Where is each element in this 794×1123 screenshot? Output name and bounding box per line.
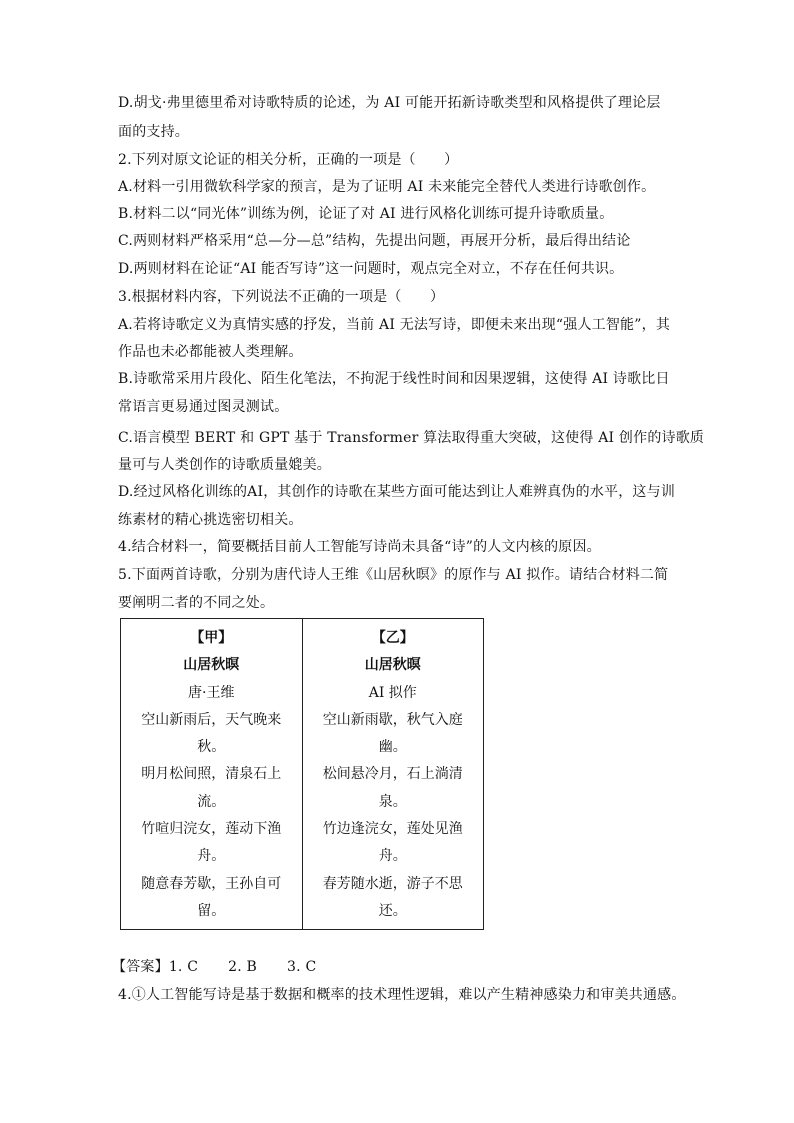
- answer-label: 【答案】: [112, 959, 169, 975]
- poem-yi-cell: [302, 619, 484, 930]
- q2-stem: 2.下列对原文论证的相关分析，正确的一项是（ ）: [118, 152, 459, 168]
- answer-item: 1. C: [168, 959, 199, 975]
- q4-stem: 4.结合材料一，简要概括目前人工智能写诗尚未具备“诗”的人文内核的原因。: [118, 539, 601, 555]
- poem-jia-label: 【甲】: [190, 630, 233, 646]
- poem-yi-label: 【乙】: [371, 630, 414, 646]
- poem-yi-line: 泉。: [378, 793, 407, 810]
- poem-yi-line: 空山新雨歇，秋气入庭: [322, 711, 463, 728]
- poem-jia-line: 舟。: [197, 848, 226, 865]
- q2-option-d: D.两则材料在论证“AI 能否写诗”这一问题时，观点完全对立，不存在任何共识。: [118, 261, 624, 277]
- poem-yi-line: 还。: [378, 902, 407, 919]
- q2-option-b: B.材料二以“同光体”训练为例，论证了对 AI 进行风格化训练可提升诗歌质量。: [118, 206, 614, 222]
- q5-stem-line2: 要阐明二者的不同之处。: [118, 595, 275, 611]
- poem-jia-line: 秋。: [197, 739, 226, 756]
- q2-option-a: A.材料一引用微软科学家的预言，是为了证明 AI 未来能完全替代人类进行诗歌创作。: [118, 179, 656, 195]
- q1-option-d-line1: D.胡戈·弗里德里希对诗歌特质的论述，为 AI 可能开拓新诗歌类型和风格提供了理论层: [118, 95, 661, 111]
- answer-4: 4.①人工智能写诗是基于数据和概率的技术理性逻辑，难以产生精神感染力和审美共通感。: [118, 987, 686, 1003]
- poem-jia-line: 竹喧归浣女，莲动下渔: [141, 821, 282, 838]
- poem-yi-line: 竹边逢浣女，莲处见渔: [322, 821, 463, 838]
- q3-option-c-line2: 量可与人类创作的诗歌质量媲美。: [118, 457, 331, 473]
- poem-jia-line: 随意春芳歇，王孙自可: [141, 875, 282, 892]
- q1-option-d-line2: 面的支持。: [118, 124, 189, 140]
- poem-yi-line: 舟。: [378, 848, 407, 865]
- q2-option-c: C.两则材料严格采用“总—分—总”结构，先提出问题，再展开分析，最后得出结论: [118, 233, 631, 249]
- poem-jia-line: 空山新雨后，天气晚来: [141, 711, 282, 728]
- poem-yi-line: 春芳随水逝，游子不思: [322, 875, 463, 892]
- poem-yi-author: AI 拟作: [368, 684, 417, 701]
- poem-jia-title: 山居秋暝: [183, 657, 240, 674]
- q3-option-b-line1: B.诗歌常采用片段化、陌生化笔法，不拘泥于线性时间和因果逻辑，这使得 AI 诗歌比日: [118, 371, 670, 387]
- answer-item: 2. B: [228, 959, 258, 975]
- poem-jia-cell: [121, 619, 303, 930]
- poem-jia-line: 留。: [197, 902, 226, 919]
- q3-option-c-line1: C.语言模型 BERT 和 GPT 基于 Transformer 算法取得重大突破，这使得 AI 创作的诗歌质: [118, 430, 705, 446]
- answer-key-line: [112, 957, 316, 977]
- answer-item: 3. C: [287, 959, 317, 975]
- q3-option-a-line1: A.若将诗歌定义为真情实感的抒发，当前 AI 无法写诗，即便未来出现“强人工智能”，其: [118, 317, 671, 333]
- poem-yi-line: 松间悬冷月，石上淌清: [322, 766, 463, 783]
- q3-option-a-line2: 作品也未必都能被人类理解。: [118, 344, 303, 360]
- poem-yi-title: 山居秋暝: [364, 657, 421, 674]
- poem-jia-author: 唐·王维: [188, 684, 235, 701]
- q5-stem-line1: 5.下面两首诗歌，分别为唐代诗人王维《山居秋暝》的原作与 AI 拟作。请结合材料二简: [118, 567, 669, 583]
- q3-option-b-line2: 常语言更易通过图灵测试。: [118, 399, 289, 415]
- poem-yi-line: 幽。: [378, 739, 407, 756]
- q3-stem: 3.根据材料内容，下列说法不正确的一项是（ ）: [118, 289, 445, 305]
- q3-option-d-line1: D.经过风格化训练的AI，其创作的诗歌在某些方面可能达到让人难辨真伪的水平，这与训: [118, 484, 676, 500]
- q3-option-d-line2: 练素材的精心挑选密切相关。: [118, 512, 303, 528]
- poem-jia-line: 流。: [197, 793, 226, 810]
- poem-comparison-table: [120, 618, 484, 930]
- poem-jia-line: 明月松间照，清泉石上: [141, 766, 282, 783]
